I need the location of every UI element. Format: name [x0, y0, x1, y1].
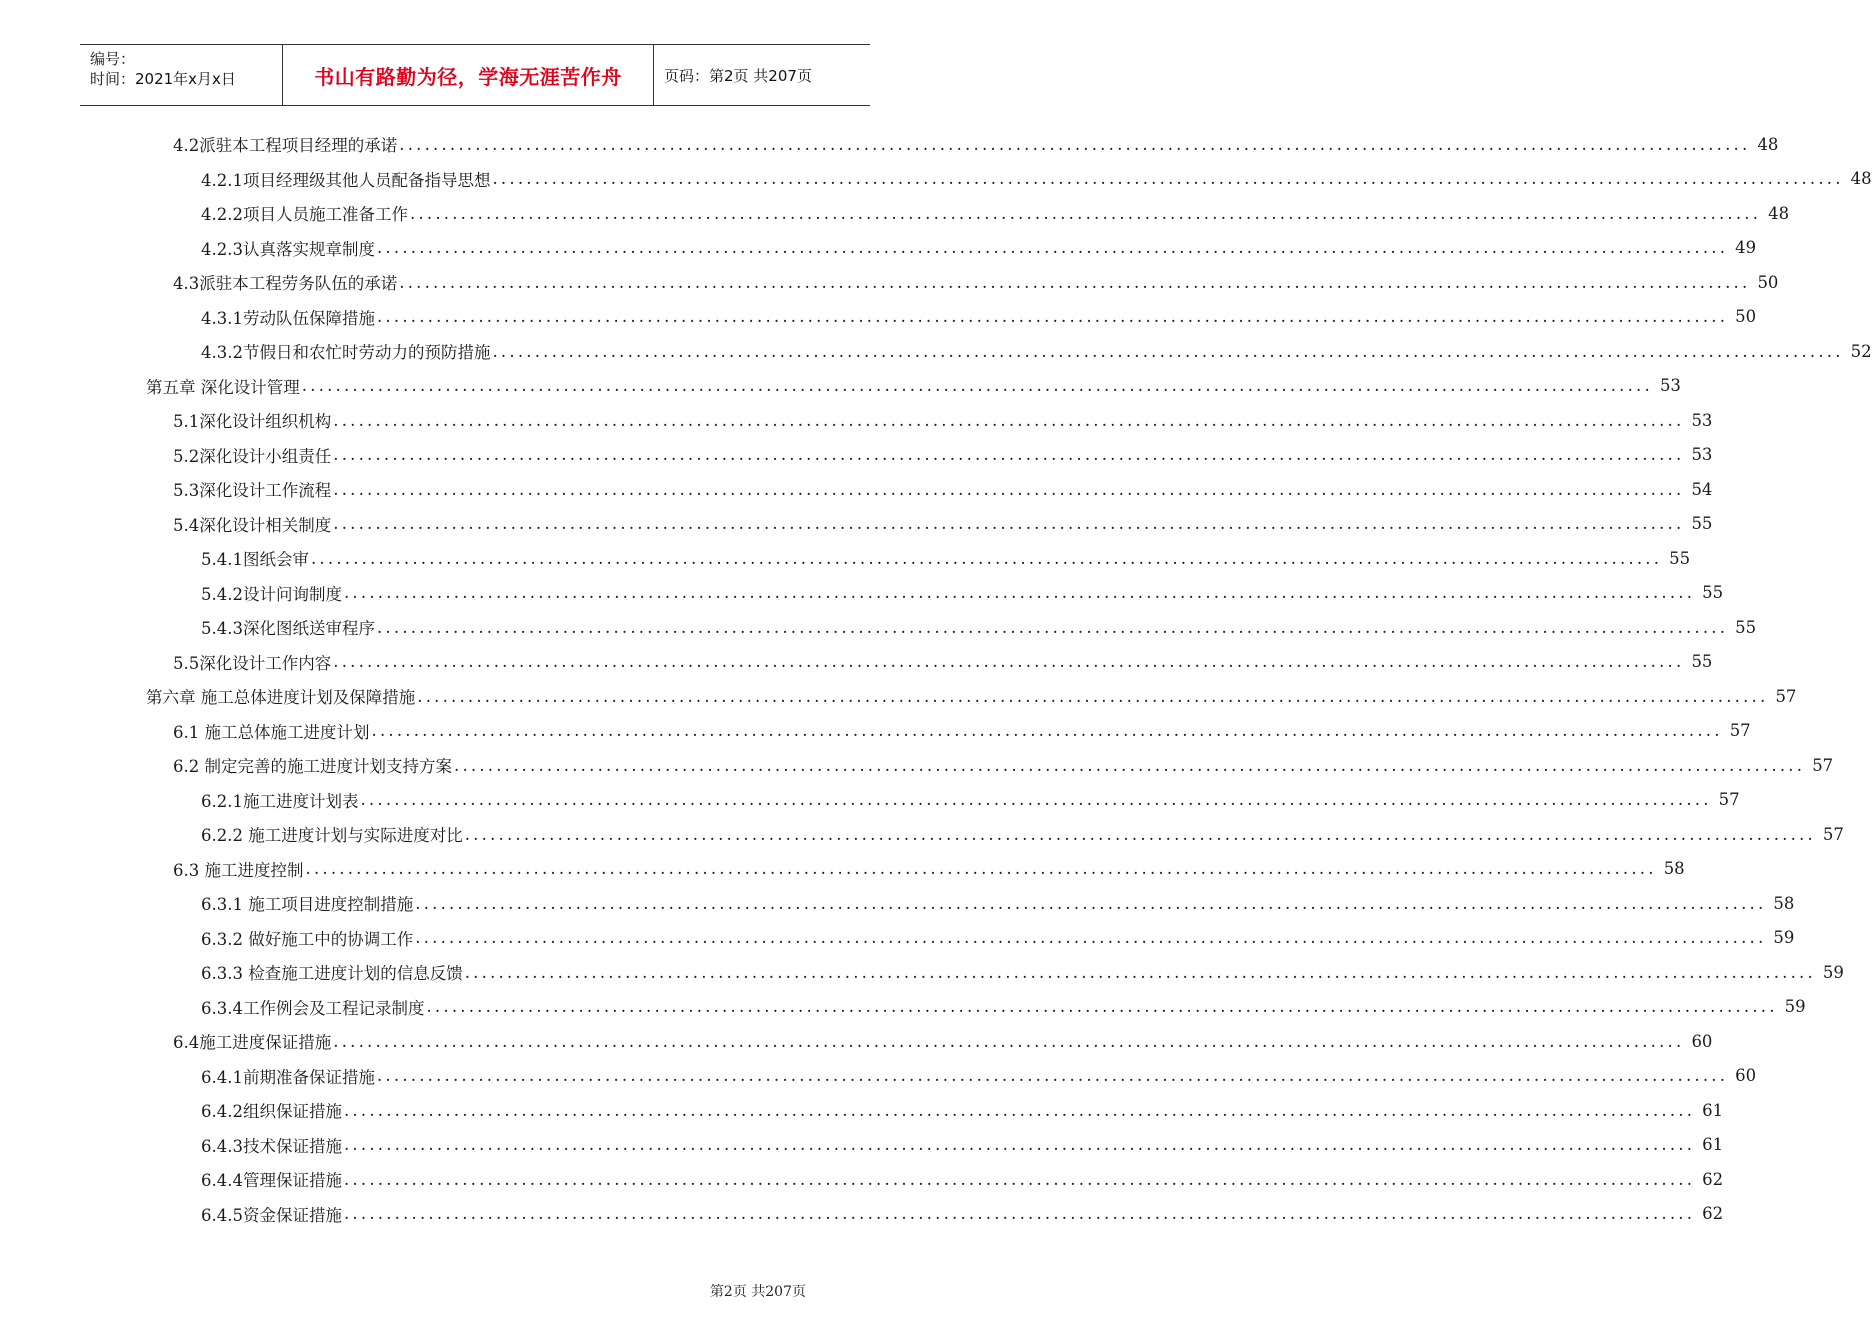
toc-entry[interactable] [0, 438, 1713, 472]
toc-entry-title: 6.3.4工作例会及工程记录制度 [201, 998, 425, 1018]
toc-dot-leader: ................................................................................................................................................................ [333, 652, 1685, 671]
toc-entry-title: 6.3.1 施工项目进度控制措施 [201, 895, 414, 914]
toc-entry-page-number: 53 [1659, 376, 1681, 395]
toc-dot-leader: ................................................................................................................................................................ [376, 1066, 1729, 1085]
toc-entry-title: 6.2.2 施工进度计划与实际进度对比 [201, 826, 463, 845]
toc-entry-page-number: 59 [1822, 962, 1844, 982]
toc-dot-leader: ................................................................................................................................................................ [376, 617, 1729, 637]
toc-entry-page-number: 62 [1702, 1204, 1724, 1223]
toc-entry[interactable] [0, 334, 1872, 368]
toc-entry[interactable] [0, 1024, 1713, 1058]
toc-entry-title: 6.4施工进度保证措施 [173, 1033, 332, 1052]
toc-entry-page-number: 53 [1691, 445, 1713, 464]
toc-dot-leader: ................................................................................................................................................................ [415, 928, 1767, 947]
toc-entry-title: 6.4.4管理保证措施 [201, 1171, 342, 1190]
toc-entry-page-number: 57 [1822, 824, 1844, 844]
toc-entry[interactable] [0, 300, 1757, 334]
toc-entry[interactable] [0, 127, 1779, 161]
toc-entry[interactable] [0, 645, 1713, 679]
toc-entry-title: 6.2.1施工进度计划表 [201, 791, 359, 811]
toc-entry[interactable] [0, 576, 1724, 610]
header-meta [80, 45, 282, 105]
toc-entry-page-number: 57 [1729, 721, 1751, 740]
toc-dot-leader: ................................................................................................................................................................ [343, 1204, 1696, 1223]
toc-entry-title: 6.3.2 做好施工中的协调工作 [201, 929, 414, 949]
toc-entry-title: 6.3.3 检查施工进度计划的信息反馈 [201, 964, 463, 983]
toc-entry[interactable] [0, 1093, 1724, 1127]
toc-entry[interactable] [0, 990, 1806, 1024]
toc-entry[interactable] [0, 714, 1751, 748]
toc-entry-page-number: 59 [1784, 997, 1806, 1016]
toc-dot-leader: ................................................................................................................................................................ [360, 790, 1712, 809]
toc-dot-leader: ................................................................................................................................................................ [376, 307, 1729, 326]
toc-entry-page-number: 55 [1735, 617, 1757, 637]
toc-entry-page-number: 48 [1768, 203, 1790, 223]
toc-dot-leader: ................................................................................................................................................................ [343, 1169, 1696, 1189]
toc-entry-page-number: 54 [1691, 479, 1713, 499]
toc-dot-leader: ................................................................................................................................................................ [333, 479, 1685, 499]
toc-entry-title: 5.4.3深化图纸送审程序 [201, 619, 375, 638]
toc-entry-title: 4.2.3认真落实规章制度 [201, 239, 375, 259]
toc-entry-page-number: 57 [1718, 790, 1740, 809]
toc-entry[interactable] [0, 921, 1795, 955]
toc-entry-page-number: 55 [1691, 652, 1713, 671]
toc-entry-page-number: 55 [1702, 583, 1724, 602]
header-page-info: 页码：第2页 共207页 [664, 66, 812, 85]
toc-dot-leader: ................................................................................................................................................................ [492, 169, 1844, 188]
toc-entry-title: 5.4.1图纸会审 [201, 550, 309, 569]
document-number-label: 编号： [90, 50, 136, 68]
toc-entry[interactable] [0, 1128, 1724, 1162]
toc-entry-title: 6.4.3技术保证措施 [201, 1136, 342, 1156]
toc-dot-leader: ................................................................................................................................................................ [492, 341, 1844, 361]
toc-entry[interactable] [0, 162, 1872, 196]
toc-dot-leader: ................................................................................................................................................................ [454, 755, 1806, 775]
toc-dot-leader: ................................................................................................................................................................ [426, 997, 1778, 1016]
page-footer: 第2页 共207页 [709, 1284, 806, 1300]
page-header [80, 44, 870, 106]
toc-dot-leader: ................................................................................................................................................................ [415, 893, 1767, 913]
toc-entry-page-number: 57 [1812, 755, 1834, 775]
toc-dot-leader: ................................................................................................................................................................ [464, 962, 1816, 982]
toc-dot-leader: ................................................................................................................................................................ [333, 514, 1685, 533]
toc-entry-title: 5.2深化设计小组责任 [173, 446, 332, 466]
toc-entry-page-number: 52 [1850, 341, 1872, 361]
toc-entry-page-number: 58 [1773, 893, 1795, 913]
toc-entry-page-number: 60 [1691, 1031, 1713, 1051]
toc-entry-page-number: 62 [1702, 1169, 1724, 1189]
toc-entry[interactable] [0, 783, 1740, 817]
toc-dot-leader: ................................................................................................................................................................ [371, 721, 1723, 740]
toc-entry-title: 5.3深化设计工作流程 [173, 481, 332, 500]
toc-entry-page-number: 50 [1735, 307, 1757, 326]
toc-entry-page-number: 49 [1735, 238, 1757, 257]
toc-entry-title: 6.3 施工进度控制 [173, 860, 304, 880]
toc-entry-title: 5.4深化设计相关制度 [173, 515, 332, 535]
toc-entry-title: 6.4.2组织保证措施 [201, 1102, 342, 1121]
document-time-label: 时间：2021年x月x日 [90, 70, 236, 88]
toc-dot-leader: ................................................................................................................................................................ [464, 824, 1816, 844]
toc-dot-leader: ................................................................................................................................................................ [343, 1100, 1696, 1120]
header-motto: 书山有路勤为径，学海无涯苦作舟 [282, 45, 654, 105]
toc-entry[interactable] [0, 231, 1757, 265]
toc-entry-title: 6.1 施工总体施工进度计划 [173, 722, 370, 742]
toc-entry[interactable] [0, 1197, 1724, 1231]
toc-entry[interactable] [0, 369, 1681, 403]
toc-entry[interactable] [0, 955, 1844, 989]
toc-entry[interactable] [0, 1162, 1724, 1196]
toc-dot-leader: ................................................................................................................................................................ [399, 134, 1751, 154]
toc-entry-title: 6.2 制定完善的施工进度计划支持方案 [173, 757, 452, 776]
toc-entry[interactable] [0, 196, 1790, 230]
toc-dot-leader: ................................................................................................................................................................ [343, 1135, 1696, 1154]
toc-entry-title: 5.4.2设计问询制度 [201, 584, 342, 604]
toc-entry-page-number: 58 [1663, 859, 1685, 878]
toc-entry-title: 5.5深化设计工作内容 [173, 653, 332, 673]
toc-entry-title: 4.3.1劳动队伍保障措施 [201, 308, 375, 328]
toc-dot-leader: ................................................................................................................................................................ [399, 272, 1751, 292]
toc-entry-page-number: 60 [1735, 1066, 1757, 1085]
toc-entry[interactable] [0, 748, 1834, 782]
toc-dot-leader: ................................................................................................................................................................ [305, 859, 1657, 878]
toc-dot-leader: ................................................................................................................................................................ [376, 238, 1729, 257]
toc-entry-title: 第六章 施工总体进度计划及保障措施 [146, 688, 416, 707]
toc-entry-title: 第五章 深化设计管理 [146, 377, 300, 397]
toc-dot-leader: ................................................................................................................................................................ [333, 410, 1685, 430]
toc-entry-title: 6.4.5资金保证措施 [201, 1205, 342, 1225]
toc-entry-page-number: 48 [1850, 169, 1872, 188]
toc-entry[interactable] [0, 679, 1797, 713]
toc-entry-title: 5.1深化设计组织机构 [173, 412, 332, 431]
toc-entry-page-number: 57 [1775, 686, 1797, 706]
toc-entry[interactable] [0, 610, 1757, 644]
toc-entry[interactable] [0, 1059, 1757, 1093]
toc-entry[interactable] [0, 507, 1713, 541]
toc-dot-leader: ................................................................................................................................................................ [333, 445, 1685, 464]
toc-entry[interactable] [0, 541, 1691, 575]
toc-entry[interactable] [0, 472, 1713, 506]
toc-entry-page-number: 55 [1669, 548, 1691, 568]
toc-entry-page-number: 48 [1757, 134, 1779, 154]
toc-entry-title: 4.2.1项目经理级其他人员配备指导思想 [201, 170, 491, 190]
toc-dot-leader: ................................................................................................................................................................ [333, 1031, 1685, 1051]
toc-entry-page-number: 53 [1691, 410, 1713, 430]
toc-entry-title: 4.3派驻本工程劳务队伍的承诺 [173, 274, 398, 293]
toc-entry-title: 4.2.2项目人员施工准备工作 [201, 205, 408, 224]
toc-dot-leader: ................................................................................................................................................................ [417, 686, 1769, 706]
toc-dot-leader: ................................................................................................................................................................ [409, 203, 1762, 223]
toc-dot-leader: ................................................................................................................................................................ [343, 583, 1696, 602]
toc-entry[interactable] [0, 817, 1844, 851]
toc-entry-title: 4.3.2节假日和农忙时劳动力的预防措施 [201, 343, 491, 362]
toc-entry-title: 6.4.1前期准备保证措施 [201, 1067, 375, 1087]
toc-entry[interactable] [0, 403, 1713, 437]
toc-dot-leader: ................................................................................................................................................................ [301, 376, 1653, 395]
toc-entry-page-number: 61 [1702, 1100, 1724, 1120]
toc-entry[interactable] [0, 265, 1779, 299]
toc-entry-title: 4.2派驻本工程项目经理的承诺 [173, 136, 398, 155]
toc-dot-leader: ................................................................................................................................................................ [310, 548, 1663, 568]
toc-entry-page-number: 50 [1757, 272, 1779, 292]
toc-entry-page-number: 55 [1691, 514, 1713, 533]
toc-entry-page-number: 59 [1773, 928, 1795, 947]
toc-entry[interactable] [0, 852, 1685, 886]
toc-entry[interactable] [0, 886, 1795, 920]
toc-entry-page-number: 61 [1702, 1135, 1724, 1154]
